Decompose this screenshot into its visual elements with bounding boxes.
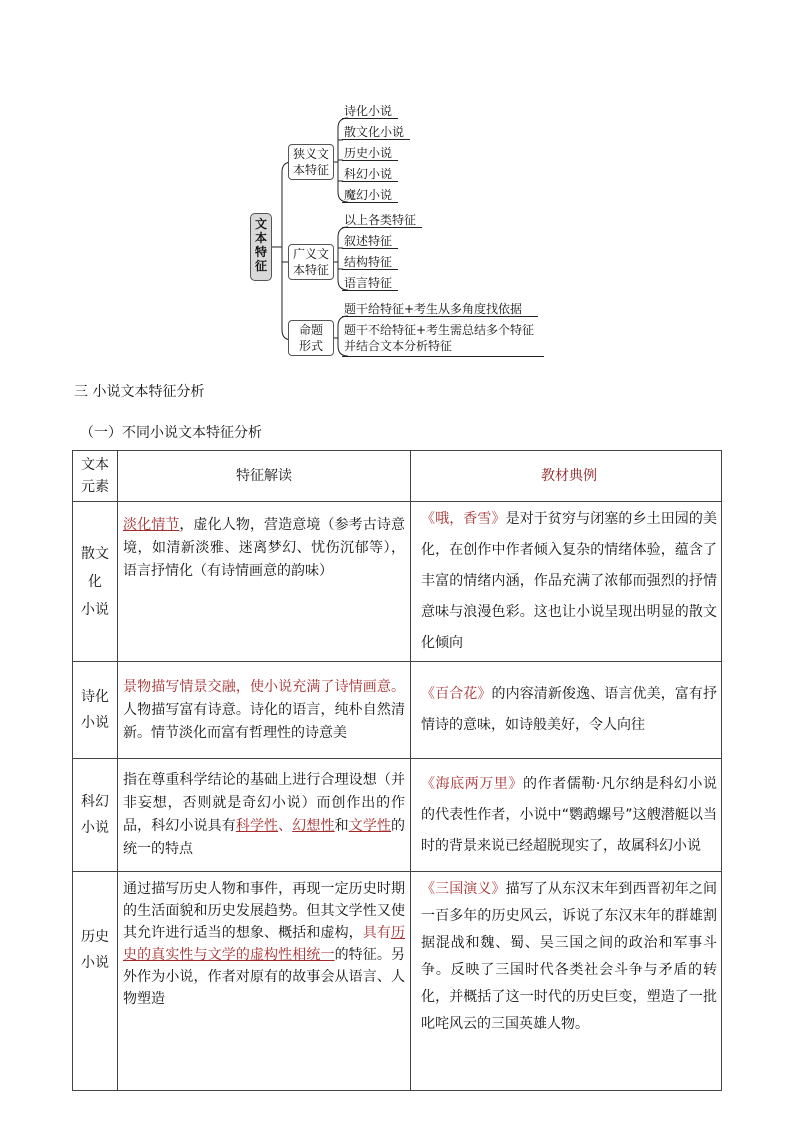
table-row bbox=[73, 759, 722, 872]
feature-keyword: 淡化情节 bbox=[123, 517, 180, 533]
feature-text: 的统一的特点 bbox=[123, 818, 406, 857]
tree-group-broad bbox=[288, 244, 334, 280]
example-title: 《海底两万里》 bbox=[421, 775, 524, 792]
tree-leaf: 诗化小说 bbox=[344, 104, 393, 118]
leaf-underline bbox=[342, 290, 398, 291]
example-text: 的作者儒勒·凡尔纳是科幻小说的代表性作者，小说中“鹦鹉螺号”这艘潜艇以当时的背景来说已经超脱现实了，故属科幻小说 bbox=[421, 775, 718, 854]
row-feature-cell bbox=[118, 759, 411, 872]
example-title: 《哦，香雪》 bbox=[421, 511, 506, 527]
table-row bbox=[73, 872, 722, 1091]
row-example-cell bbox=[411, 872, 722, 1091]
feature-text: 的特征。另外作为小说，作者对原有的故事会从语言、人物塑造 bbox=[123, 947, 405, 1007]
leaf-underline bbox=[342, 248, 398, 249]
feature-keyword: 幻想性 bbox=[292, 818, 335, 834]
feature-highlight: 具有 bbox=[362, 925, 392, 941]
type-line: 化 bbox=[88, 573, 102, 590]
leaf-underline bbox=[342, 356, 544, 357]
feature-text: ，虚化人物，营造意境（参考古诗意境，如清新淡雅、迷离梦幻、忧伤沉郁等），语言抒情化（有诗情画意的韵味） bbox=[123, 517, 405, 579]
leaf-underline bbox=[342, 160, 398, 161]
feature-highlight: 景物描写情景交融，使小说充满了诗情画意。 bbox=[123, 678, 405, 695]
section-heading: 三 小说文本特征分析 bbox=[74, 384, 205, 400]
tree-leaf: 历史小说 bbox=[344, 146, 393, 160]
type-line: 诗化 bbox=[81, 689, 109, 705]
tree-leaf: 并结合文本分析特征 bbox=[344, 339, 453, 353]
tree-leaf: 散文化小说 bbox=[344, 125, 405, 139]
type-line: 小说 bbox=[81, 955, 109, 971]
row-feature-cell bbox=[118, 662, 411, 759]
example-text: 是对于贫穷与闭塞的乡土田园的美化，在创作中作者倾入复杂的情绪体验，蕴含了丰富的情绪内涵，作品充满了浓郁而强烈的抒情意味与浪漫色彩。这也让小说呈现出明显的散文化倾向 bbox=[421, 511, 718, 651]
feature-keyword: 文学性 bbox=[348, 818, 392, 834]
tree-root-label: 文本特征 bbox=[255, 217, 268, 273]
feature-text: 人物描写富有诗意。诗化的语言，纯朴自然清新。情节淡化而富有哲理性的诗意美 bbox=[123, 701, 405, 741]
tree-leaf: 题干不给特征+考生需总结多个特征 bbox=[344, 323, 535, 337]
feature-text: 指在尊重科学结论的基础上进行合理设想（并非妄想，否则就是奇幻小说）而创作出的作品，科幻小说具有 bbox=[123, 772, 405, 834]
type-line: 小说 bbox=[81, 715, 109, 731]
leaf-underline bbox=[342, 118, 398, 119]
row-type-cell bbox=[73, 759, 118, 872]
tree-root bbox=[250, 213, 272, 281]
type-line: 历史 bbox=[81, 929, 109, 945]
header-line: 文本 bbox=[81, 457, 109, 473]
type-line: 小说 bbox=[81, 601, 109, 618]
header-line: 元素 bbox=[81, 479, 109, 495]
tree-leaf: 题干给特征+考生从多角度找依据 bbox=[344, 302, 523, 316]
header-cell-element bbox=[73, 451, 118, 502]
feature-text: 通过描写历史人物和事件，再现一定历史时期的生活面貌和历史发展趋势。但其文学性又使其允许进行适当的想象、概括和虚构， bbox=[123, 881, 405, 941]
tree-group-label-line1: 狭义文 bbox=[292, 147, 329, 161]
leaf-underline bbox=[342, 316, 538, 317]
example-text: 的内容清新俊逸、语言优美，富有抒情诗的意味，如诗般美好，令人向往 bbox=[421, 686, 717, 733]
feature-keyword: 科学性 bbox=[235, 818, 279, 834]
leaf-underline bbox=[342, 139, 410, 140]
row-type-cell bbox=[73, 872, 118, 1091]
type-line: 小说 bbox=[81, 820, 109, 836]
header-cell-features: 特征解读 bbox=[118, 451, 411, 502]
row-example-cell bbox=[411, 662, 722, 759]
tree-leaf: 魔幻小说 bbox=[344, 188, 393, 202]
header-cell-examples: 教材典例 bbox=[411, 451, 722, 502]
type-line: 科幻 bbox=[81, 794, 109, 810]
example-title: 《百合花》 bbox=[421, 686, 492, 702]
row-type-cell bbox=[73, 662, 118, 759]
subsection-heading: （一）不同小说文本特征分析 bbox=[80, 425, 262, 441]
tree-group-narrow bbox=[288, 144, 334, 180]
tree-leaf: 语言特征 bbox=[344, 276, 393, 290]
tree-group-label-line2: 本特征 bbox=[292, 263, 329, 277]
type-line: 散文 bbox=[81, 545, 109, 562]
leaf-underline bbox=[342, 269, 398, 270]
tree-group-question-form bbox=[288, 320, 334, 356]
row-example-cell bbox=[411, 502, 722, 662]
example-text: 描写了从东汉末年到西晋初年之间一百多年的历史风云，诉说了东汉末年的群雄割据混战和魏、蜀、吴三国之间的政治和军事斗争。反映了三国时代各类社会斗争与矛盾的转化，并概括了这一时代的历史巨变，塑造了一批叱咤风云的三国英雄人物。 bbox=[421, 881, 718, 1032]
leaf-underline bbox=[342, 202, 398, 203]
tree-group-label-line2: 形式 bbox=[298, 339, 323, 353]
row-feature-cell bbox=[118, 502, 411, 662]
novel-features-table bbox=[72, 450, 722, 1091]
leaf-underline bbox=[342, 181, 398, 182]
example-title: 《三国演义》 bbox=[421, 881, 506, 897]
feature-keyword: 历史的真实性与文学的虚构性相统一 bbox=[123, 925, 406, 963]
row-example-cell bbox=[411, 759, 722, 872]
table-header-row bbox=[73, 451, 722, 502]
row-type-cell bbox=[73, 502, 118, 662]
tree-group-label-line1: 广义文 bbox=[292, 247, 329, 261]
tree-leaf: 结构特征 bbox=[344, 255, 393, 269]
leaf-underline bbox=[342, 227, 422, 228]
tree-leaf: 科幻小说 bbox=[344, 167, 393, 181]
tree-group-label-line1: 命题 bbox=[298, 323, 323, 337]
table-row bbox=[73, 502, 722, 662]
tree-leaf: 以上各类特征 bbox=[344, 213, 417, 227]
tree-leaf: 叙述特征 bbox=[344, 234, 393, 248]
tree-group-label-line2: 本特征 bbox=[292, 163, 329, 177]
feature-sep: 和 bbox=[334, 818, 349, 834]
feature-sep: 、 bbox=[278, 818, 293, 834]
table-row bbox=[73, 662, 722, 759]
text-features-tree bbox=[0, 0, 794, 370]
row-feature-cell bbox=[118, 872, 411, 1091]
